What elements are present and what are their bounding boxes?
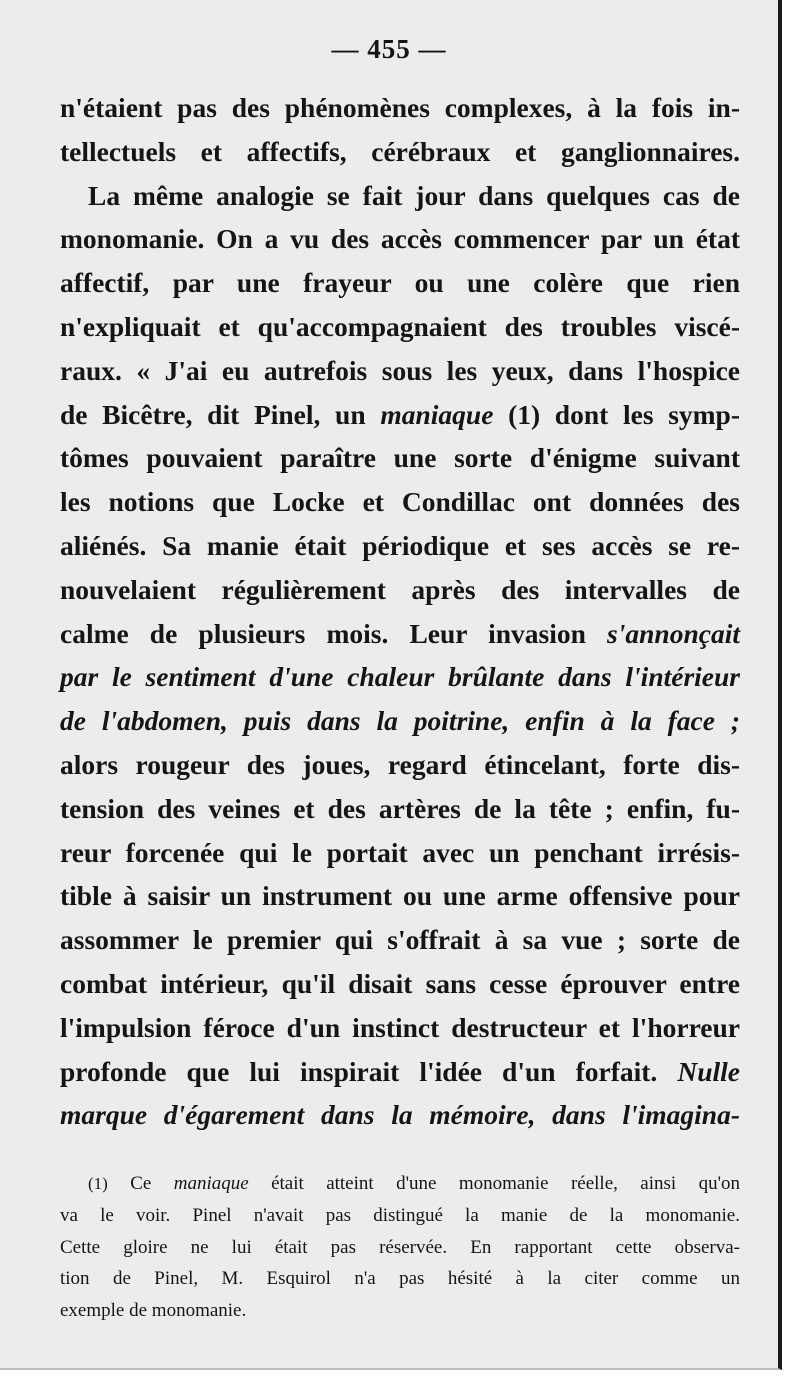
italic-line: de l'abdomen, puis dans la poitrine, enfin à la face ; [60,705,740,737]
body-text [60,86,740,1137]
text-span: Ce [107,1173,174,1194]
italic-term: Nulle [677,1055,740,1087]
text-line: aliénés. Sa manie était périodique et ses accès se re- [60,529,740,561]
text-line: les notions que Locke et Condillac ont données des [60,486,740,518]
italic-term: s'annonçait [607,617,740,649]
text-line: monomanie. On a vu des accès commencer par un état [60,223,740,255]
footnote-line [60,1168,740,1200]
footnote-line: va le voir. Pinel n'avait pas distingué la manie de la monomanie. [60,1204,740,1226]
text-span: (1) dont les symp- [493,398,741,430]
text-span: calme de plusieurs mois. Leur invasion [60,617,608,649]
footnote-line: Cette gloire ne lui était pas réservée. En rapportant cette observa- [60,1236,740,1258]
text-line: tible à saisir un instrument ou une arme offensive pour [60,880,740,912]
text-line: affectif, par une frayeur ou une colère que rien [60,267,740,299]
italic-term: maniaque [380,398,494,430]
footnote [60,1168,740,1327]
footnote-line: exemple de monomanie. [60,1300,247,1322]
text-line [60,393,740,437]
text-line: assommer le premier qui s'offrait à sa vue ; sorte de [60,924,740,956]
italic-term: maniaque [173,1173,249,1194]
text-span: profonde que lui inspirait l'idée d'un forfait. [60,1055,678,1087]
text-line: n'étaient pas des phénomènes complexes, à la fois in- [60,92,740,123]
text-span: de Bicêtre, dit Pinel, un [60,398,381,430]
footnote-marker: (1) [88,1174,108,1193]
italic-line: marque d'égarement dans la mémoire, dans l'imagina- [60,1099,740,1131]
text-line: combat intérieur, qu'il disait sans cesse éprouver entre [60,967,740,999]
text-line: tellectuels et affectifs, cérébraux et ganglionnaires. [60,135,740,167]
text-line: raux. « J'ai eu autrefois sous les yeux, dans l'hospice [60,354,740,386]
footnote-line: tion de Pinel, M. Esquirol n'a pas hésité à la citer comme un [60,1268,740,1290]
page-number: — 455 — [331,34,447,64]
italic-line: par le sentiment d'une chaleur brûlante dans l'intérieur [60,661,740,693]
text-line [60,1050,740,1094]
text-line: tômes pouvaient paraître une sorte d'énigme suivant [60,442,740,474]
paragraph-start-line: La même analogie se fait jour dans quelques cas de [88,179,740,211]
text-line: nouvelaient régulièrement après des intervalles de [60,573,740,605]
text-line: alors rougeur des joues, regard étincelant, forte dis- [60,748,740,780]
text-line: l'impulsion féroce d'un instinct destructeur et l'horreur [60,1011,740,1043]
text-line [60,612,740,656]
text-line: tension des veines et des artères de la tête ; enfin, fu- [60,792,740,824]
text-line: n'expliquait et qu'accompagnaient des troubles viscé- [60,310,740,342]
text-line: reur forcenée qui le portait avec un penchant irrésis- [60,836,740,868]
text-span: était atteint d'une monomanie réelle, ainsi qu'on [248,1173,740,1194]
